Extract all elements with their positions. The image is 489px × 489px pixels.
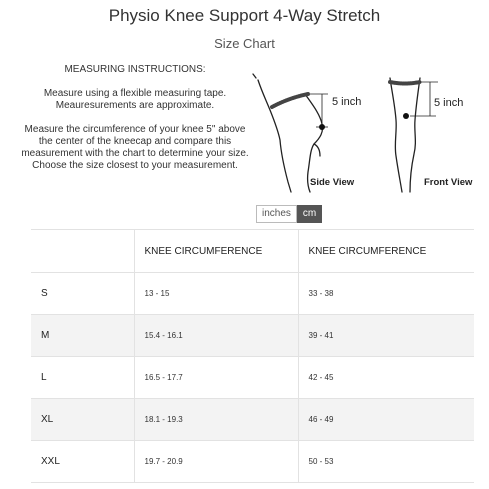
table-row: [31, 357, 474, 399]
side-kneecap-dot: [319, 124, 325, 130]
knee-diagram-svg: [250, 72, 480, 197]
measure-cell: 16.5 - 17.7: [134, 357, 298, 399]
measure-cell: 33 - 38: [298, 273, 474, 315]
table-row: [31, 441, 474, 483]
table-row: [31, 273, 474, 315]
table-header-cell: KNEE CIRCUMFERENCE: [134, 230, 298, 273]
unit-inches-button[interactable]: inches: [256, 205, 297, 223]
measure-cell: 15.4 - 16.1: [134, 315, 298, 357]
knee-measurement-diagram: [250, 72, 480, 197]
measure-cell: 13 - 15: [134, 273, 298, 315]
measure-cell: 18.1 - 19.3: [134, 399, 298, 441]
size-chart-table: [31, 229, 474, 483]
page-title: Physio Knee Support 4-Way Stretch: [108, 6, 381, 25]
measure-cell: 46 - 49: [298, 399, 474, 441]
front-view-caption: Front View: [424, 177, 473, 188]
instructions-paragraph-1: Measure using a flexible measuring tape. Meauresurements are approximate.: [43, 88, 227, 111]
front-kneecap-dot: [403, 113, 409, 119]
measuring-instructions: [20, 64, 250, 184]
table-header-cell: KNEE CIRCUMFERENCE: [298, 230, 474, 273]
size-cell: XL: [31, 399, 134, 441]
size-cell: XXL: [31, 441, 134, 483]
unit-cm-button[interactable]: cm: [297, 205, 322, 223]
measure-cell: 42 - 45: [298, 357, 474, 399]
measure-cell: 50 - 53: [298, 441, 474, 483]
measure-cell: 19.7 - 20.9: [134, 441, 298, 483]
front-view-leg-illustration: [390, 78, 420, 192]
table-row: [31, 399, 474, 441]
size-cell: L: [31, 357, 134, 399]
size-cell: M: [31, 315, 134, 357]
unit-toggle: [256, 205, 322, 223]
page-subtitle: Size Chart: [214, 36, 275, 51]
measure-cell: 39 - 41: [298, 315, 474, 357]
size-cell: S: [31, 273, 134, 315]
table-row: [31, 315, 474, 357]
side-view-measure-line: [310, 94, 328, 127]
side-view-caption: Side View: [310, 177, 355, 188]
side-measure-label: 5 inch: [332, 96, 362, 108]
table-header-cell: [31, 230, 134, 273]
instructions-heading: MEASURING INSTRUCTIONS:: [64, 64, 206, 75]
table-header-row: [31, 230, 474, 273]
front-measure-label: 5 inch: [434, 97, 464, 109]
instructions-paragraph-2: Measure the circumference of your knee 5" above the center of the kneecap and compare this measurement with the chart to determine your size. Choose the size closest to your measurement.: [21, 124, 249, 171]
side-view-leg-illustration: [253, 74, 323, 192]
